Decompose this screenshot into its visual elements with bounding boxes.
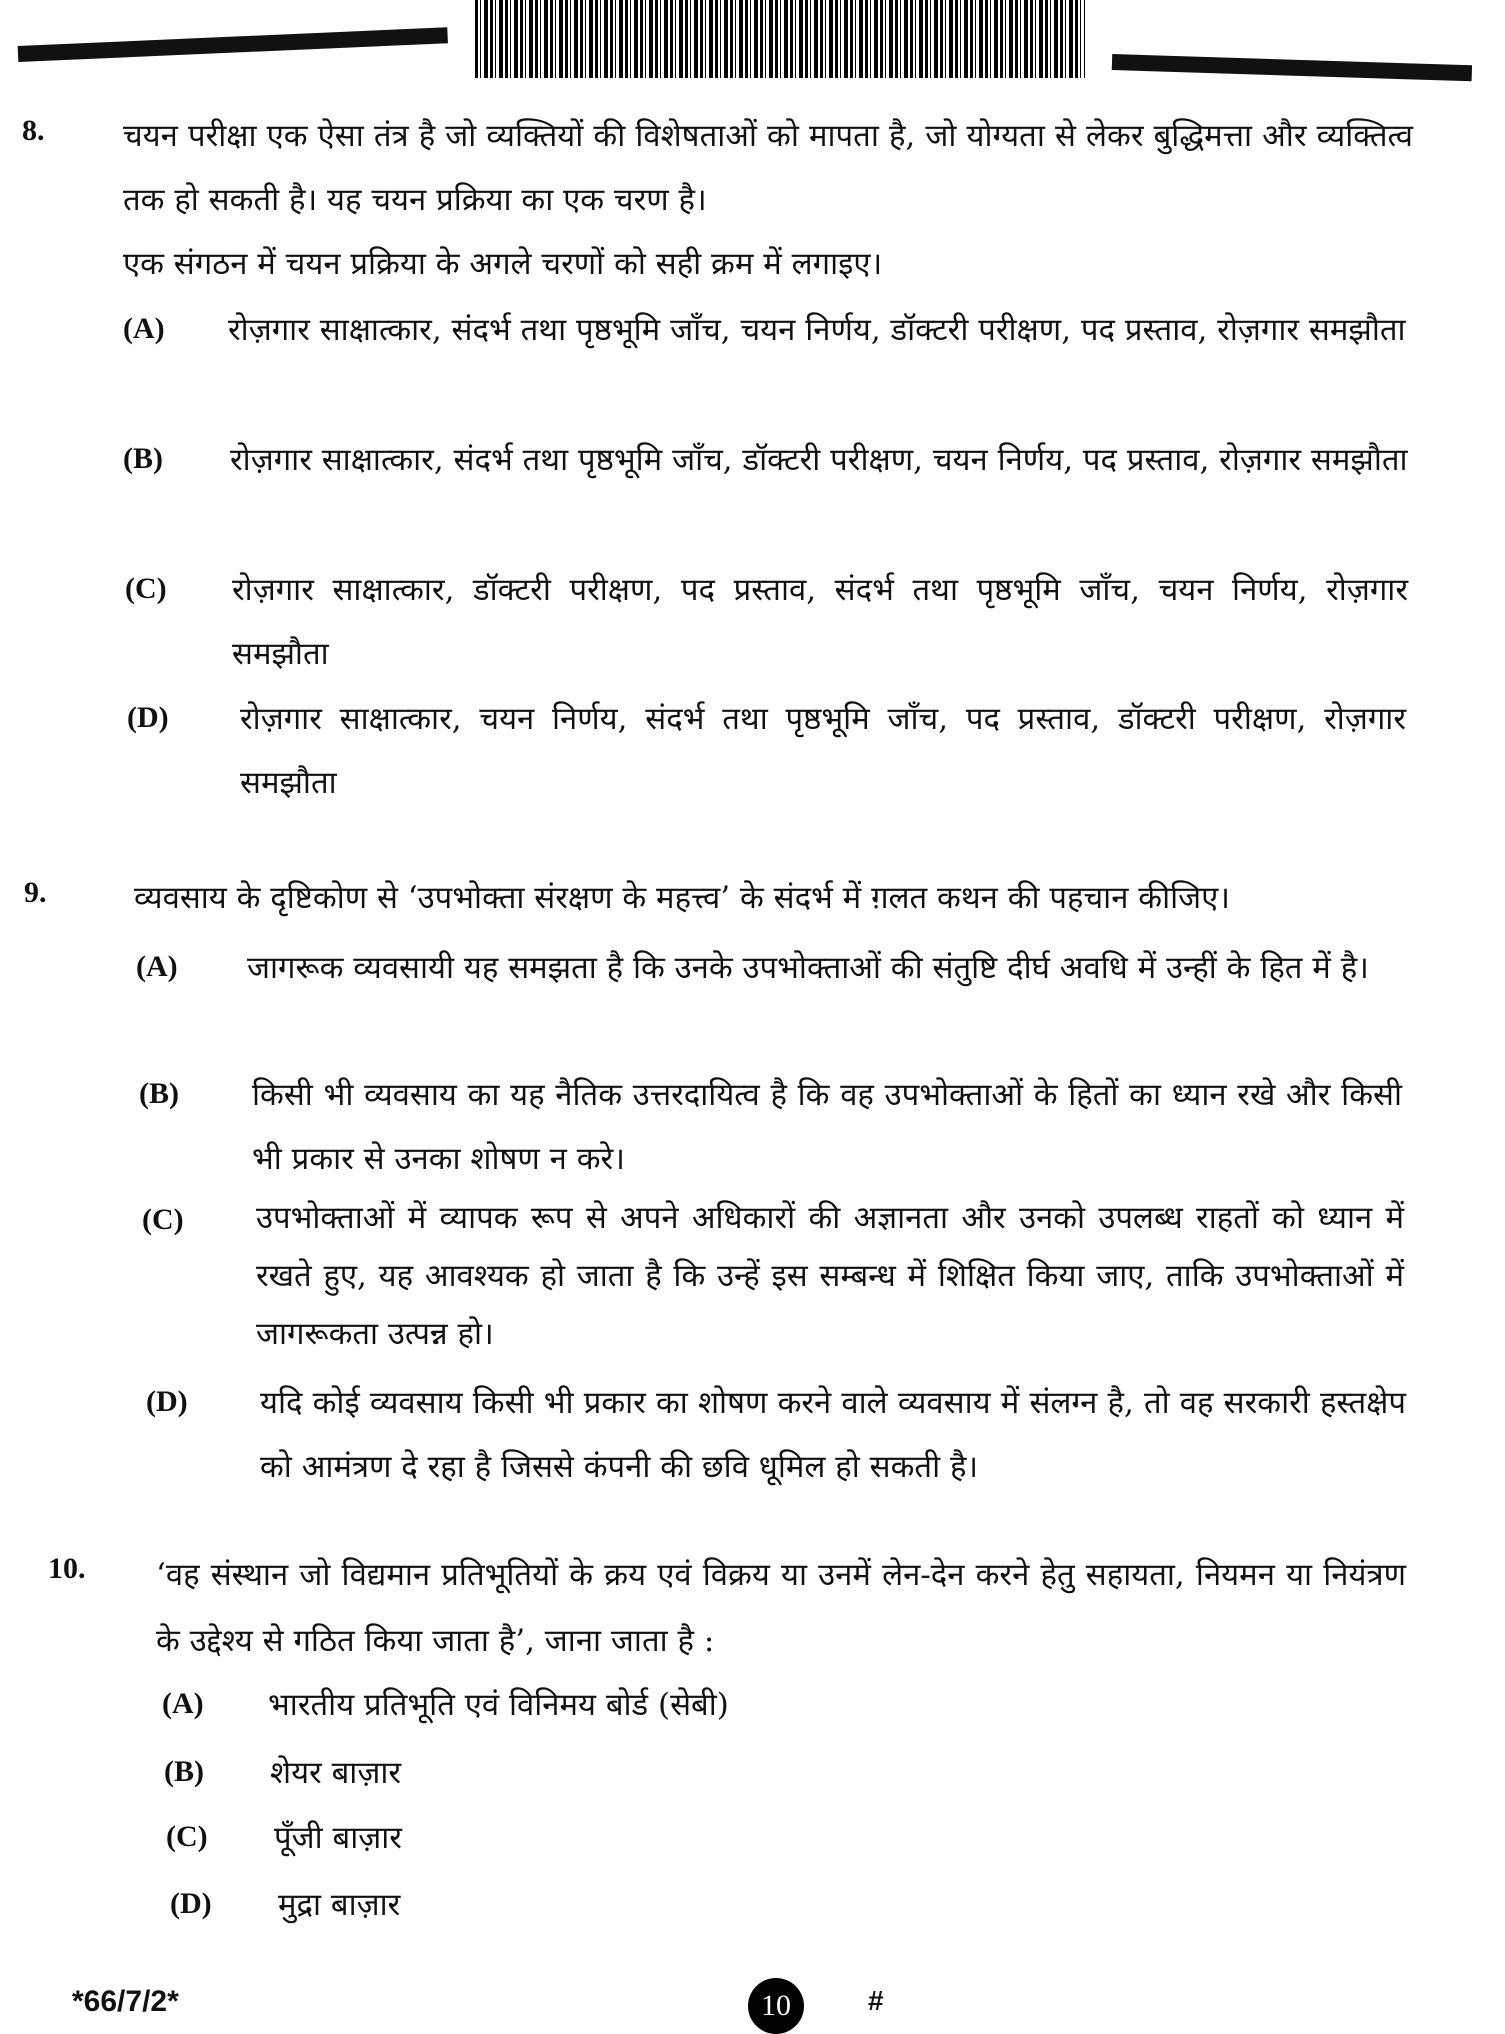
question-stem: चयन परीक्षा एक ऐसा तंत्र है जो व्यक्तियों की विशेषताओं को मापता है, जो योग्यता से लेकर बुद्धिमत्ता और व्यक्तित्व तक हो सकती है। यह चयन प्रक्रिया का एक चरण है। <box>123 118 1413 218</box>
option-label: (C) <box>166 1820 208 1853</box>
option-text[interactable]: यदि कोई व्यवसाय किसी भी प्रकार का शोषण करने वाले व्यवसाय में संलग्न है, तो वह सरकारी हस्तक्षेप को आमंत्रण दे रहा है जिससे कंपनी की छवि धूमिल हो सकती है। <box>260 1385 1406 1485</box>
option-label: (C) <box>125 572 167 605</box>
header-rule-right <box>1112 54 1472 81</box>
option-text[interactable]: रोज़गार साक्षात्कार, डॉक्टरी परीक्षण, पद प्रस्ताव, संदर्भ तथा पृष्ठभूमि जाँच, चयन निर्णय, रोज़गार समझौता <box>232 572 1408 672</box>
question-instruction: एक संगठन में चयन प्रक्रिया के अगले चरणों को सही क्रम में लगाइए। <box>123 246 883 282</box>
option-label: (D) <box>170 1887 212 1920</box>
page-number: 10 <box>748 1978 804 2034</box>
option-text[interactable]: मुद्रा बाज़ार <box>278 1887 401 1923</box>
option-label: (B) <box>123 442 163 475</box>
option-label: (B) <box>139 1077 179 1110</box>
option-text[interactable]: पूँजी बाज़ार <box>274 1820 402 1856</box>
question-stem: व्यवसाय के दृष्टिकोण से ‘उपभोक्ता संरक्षण के महत्त्व’ के संदर्भ में ग़लत कथन की पहचान कीजिए। <box>134 880 1231 916</box>
option-label: (A) <box>136 950 178 983</box>
option-text[interactable]: उपभोक्ताओं में व्यापक रूप से अपने अधिकारों की अज्ञानता और उनको उपलब्ध राहतों को ध्यान में रखते हुए, यह आवश्यक हो जाता है कि उन्हें इस सम्बन्ध में शिक्षित किया जाए, ताकि उपभोक्ताओं में जागरूकता उत्पन्न हो। <box>256 1200 1404 1352</box>
footer-mark: # <box>868 1985 884 2016</box>
option-text[interactable]: किसी भी व्यवसाय का यह नैतिक उत्तरदायित्व है कि वह उपभोक्ताओं के हितों का ध्यान रखे और किसी भी प्रकार से उनका शोषण न करे। <box>252 1077 1402 1177</box>
option-label: (A) <box>123 312 165 345</box>
paper-code: *66/7/2* <box>72 1985 179 2018</box>
option-text[interactable]: जागरूक व्यवसायी यह समझता है कि उनके उपभोक्ताओं की संतुष्टि दीर्घ अवधि में उन्हीं के हित में है। <box>247 950 1369 986</box>
question-number: 10. <box>48 1552 86 1585</box>
option-label: (B) <box>164 1755 204 1788</box>
option-label: (A) <box>162 1687 204 1720</box>
question-number: 9. <box>24 876 47 909</box>
option-text[interactable]: शेयर बाज़ार <box>270 1755 402 1791</box>
option-label: (D) <box>146 1385 188 1418</box>
option-text[interactable]: रोज़गार साक्षात्कार, चयन निर्णय, संदर्भ तथा पृष्ठभूमि जाँच, पद प्रस्ताव, डॉक्टरी परीक्षण, रोज़गार समझौता <box>240 701 1406 801</box>
option-text[interactable]: रोज़गार साक्षात्कार, संदर्भ तथा पृष्ठभूमि जाँच, चयन निर्णय, डॉक्टरी परीक्षण, पद प्रस्ताव, रोज़गार समझौता <box>228 312 1406 348</box>
option-label: (C) <box>142 1203 184 1236</box>
option-text[interactable]: भारतीय प्रतिभूति एवं विनिमय बोर्ड (सेबी) <box>268 1687 729 1723</box>
barcode <box>475 0 1085 78</box>
option-label: (D) <box>127 701 169 734</box>
question-number: 8. <box>22 114 45 147</box>
option-text[interactable]: रोज़गार साक्षात्कार, संदर्भ तथा पृष्ठभूमि जाँच, डॉक्टरी परीक्षण, चयन निर्णय, पद प्रस्ताव, रोज़गार समझौता <box>230 442 1408 478</box>
header-rule-left <box>18 27 448 62</box>
question-stem: ‘वह संस्थान जो विद्यमान प्रतिभूतियों के क्रय एवं विक्रय या उनमें लेन-देन करने हेतु सहायता, नियमन या नियंत्रण के उद्देश्य से गठित किया जाता है’, जाना जाता है : <box>156 1557 1406 1659</box>
